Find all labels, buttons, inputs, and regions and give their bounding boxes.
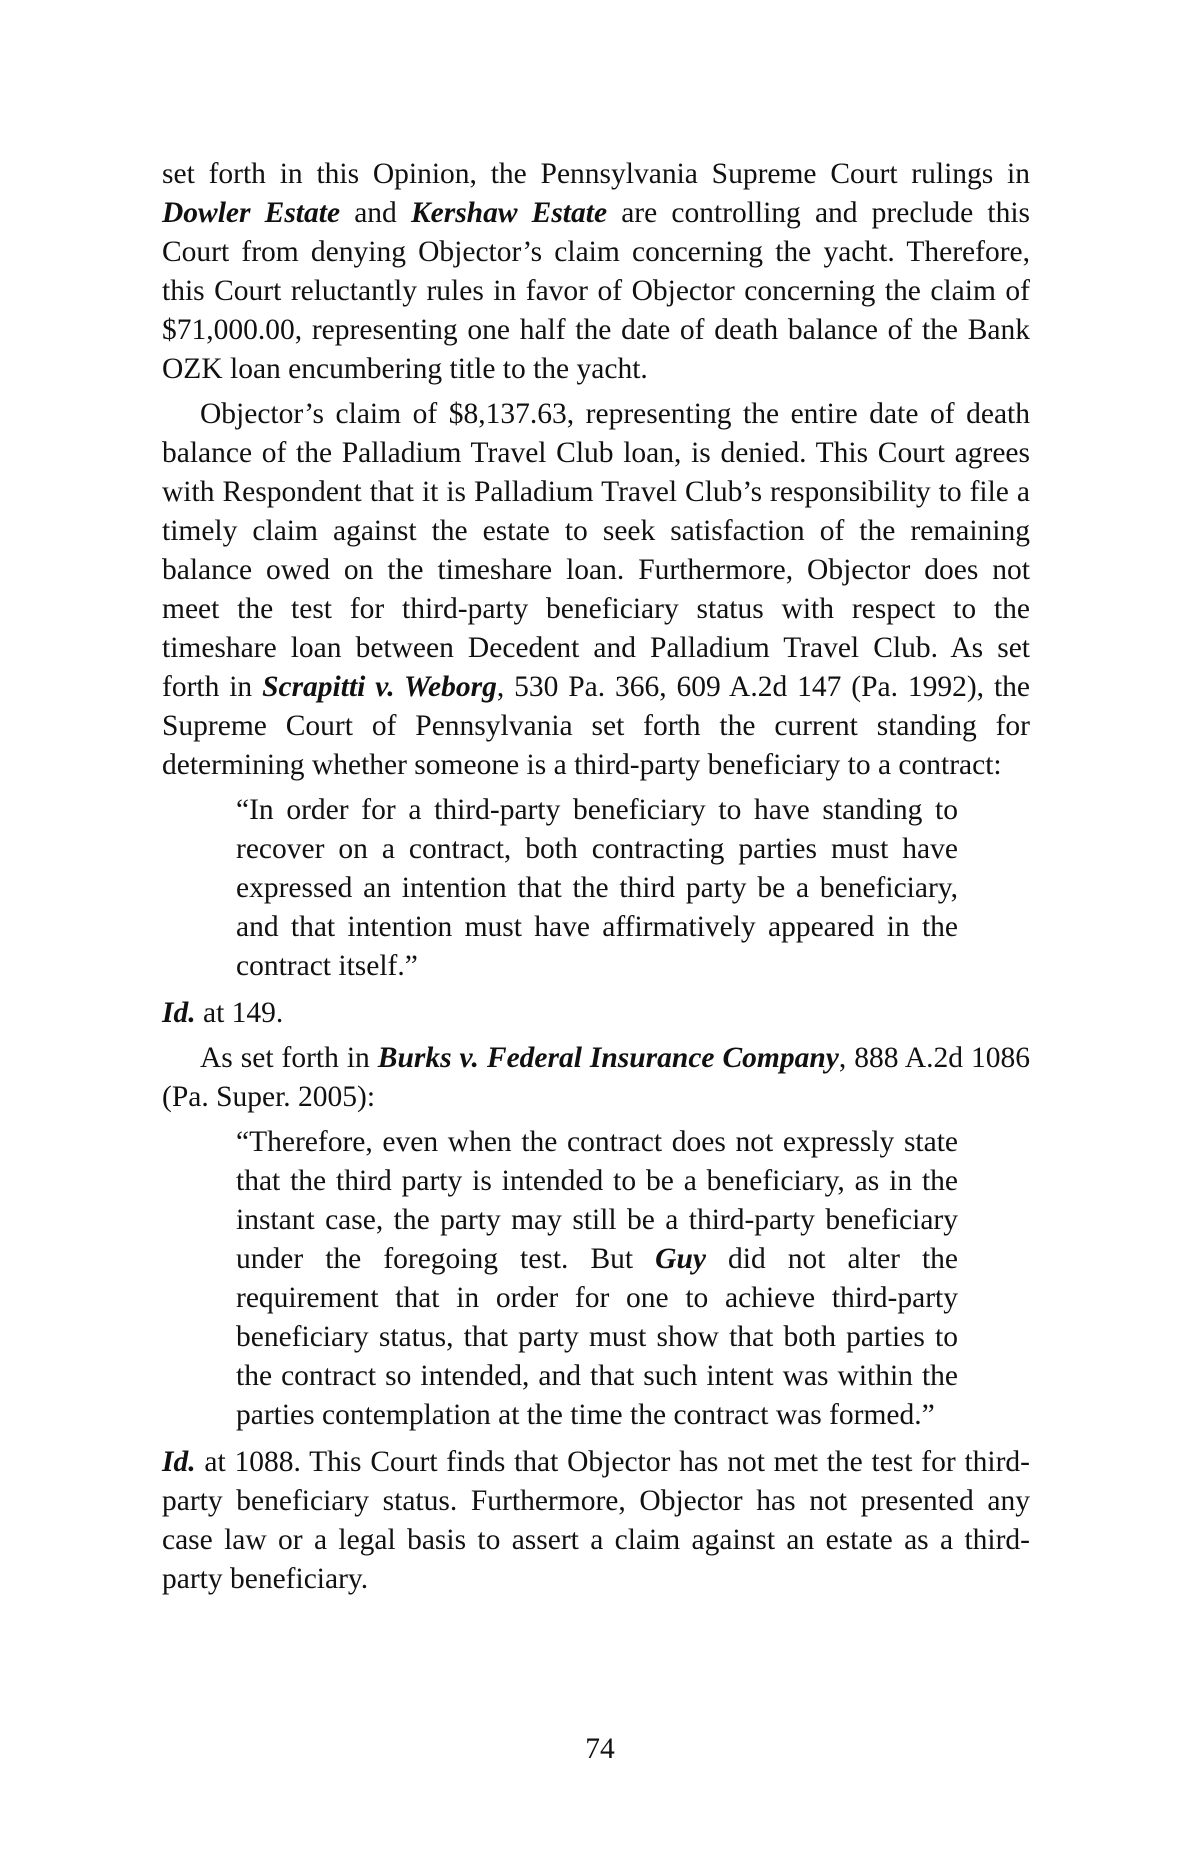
id-citation: Id. [162,997,196,1029]
paragraph-text: , 888 A.2d 1086 (Pa. Super. 2005): [162,1042,1030,1113]
case-citation-dowler-estate: Dowler Estate [162,197,341,229]
case-citation-burks: Burks v. Federal Insurance Company [377,1042,839,1074]
case-citation-guy: Guy [655,1243,706,1275]
id-citation: Id. [162,1446,196,1478]
case-citation-scrapitti: Scrapitti v. Weborg [262,671,497,703]
paragraph-yacht-ruling [162,155,1030,389]
paragraph-text: are controlling and preclude this Court from denying Objector’s claim concerning the yacht. Therefore, this Court reluctantly rules in favor of Objector concerning the claim of $71,000.00, representing one half the date of death balance of the Bank OZK loan encumbering title to the yacht. [162,197,1030,385]
citation-id-149 [162,994,1030,1033]
quote-text: did not alter the requirement that in order for one to achieve third-party beneficiary status, that party must show that both parties to the contract so intended, and that such intent was within the parties contemplation at the time the contract was formed.” [236,1243,959,1431]
paragraph-text: and [340,197,411,229]
paragraph-text: As set forth in [200,1042,378,1074]
block-quote-scrapitti: “In order for a third-party beneficiary to have standing to recover on a contract, both contracting parties must have expressed an intention that the third party be a beneficiary, and that intention must have affirmatively appeared in the contract itself.” [236,794,958,982]
paragraph-conclusion [162,1443,1030,1599]
paragraph-text: , 530 Pa. 366, 609 A.2d 147 (Pa. 1992), the Supreme Court of Pennsylvania set forth the current standing for determining whether someone is a third-party beneficiary to a contract: [162,671,1030,781]
paragraph-burks-intro [162,1039,1030,1117]
paragraph-palladium-claim [162,395,1030,785]
paragraph-text: at 1088. This Court finds that Objector has not met the test for third-party beneficiary status. Furthermore, Objector has not presented any case law or a legal basis to assert a claim against an estate as a third-party beneficiary. [162,1446,1030,1595]
page-number: 74 [585,1733,615,1765]
block-quote-burks [236,1123,958,1435]
case-citation-kershaw-estate: Kershaw Estate [410,197,608,229]
quote-text: “Therefore, even when the contract does not expressly state that the third party is intended to be a beneficiary, as in the instant case, the party may still be a third-party beneficiary under the foregoing test. But [236,1126,958,1275]
opinion-body [162,155,1030,1605]
paragraph-text: at 149. [195,997,284,1029]
paragraph-text: set forth in this Opinion, the Pennsylvania Supreme Court rulings in [162,158,1030,190]
paragraph-text: Objector’s claim of $8,137.63, representing the entire date of death balance of the Palladium Travel Club loan, is denied. This Court agrees with Respondent that it is Palladium Travel Club’s responsibility to file a timely claim against the estate to seek satisfaction of the remaining balance owed on the timeshare loan. Furthermore, Objector does not meet the test for third-party beneficiary status with respect to the timeshare loan between Decedent and Palladium Travel Club. As set forth in [162,398,1030,703]
